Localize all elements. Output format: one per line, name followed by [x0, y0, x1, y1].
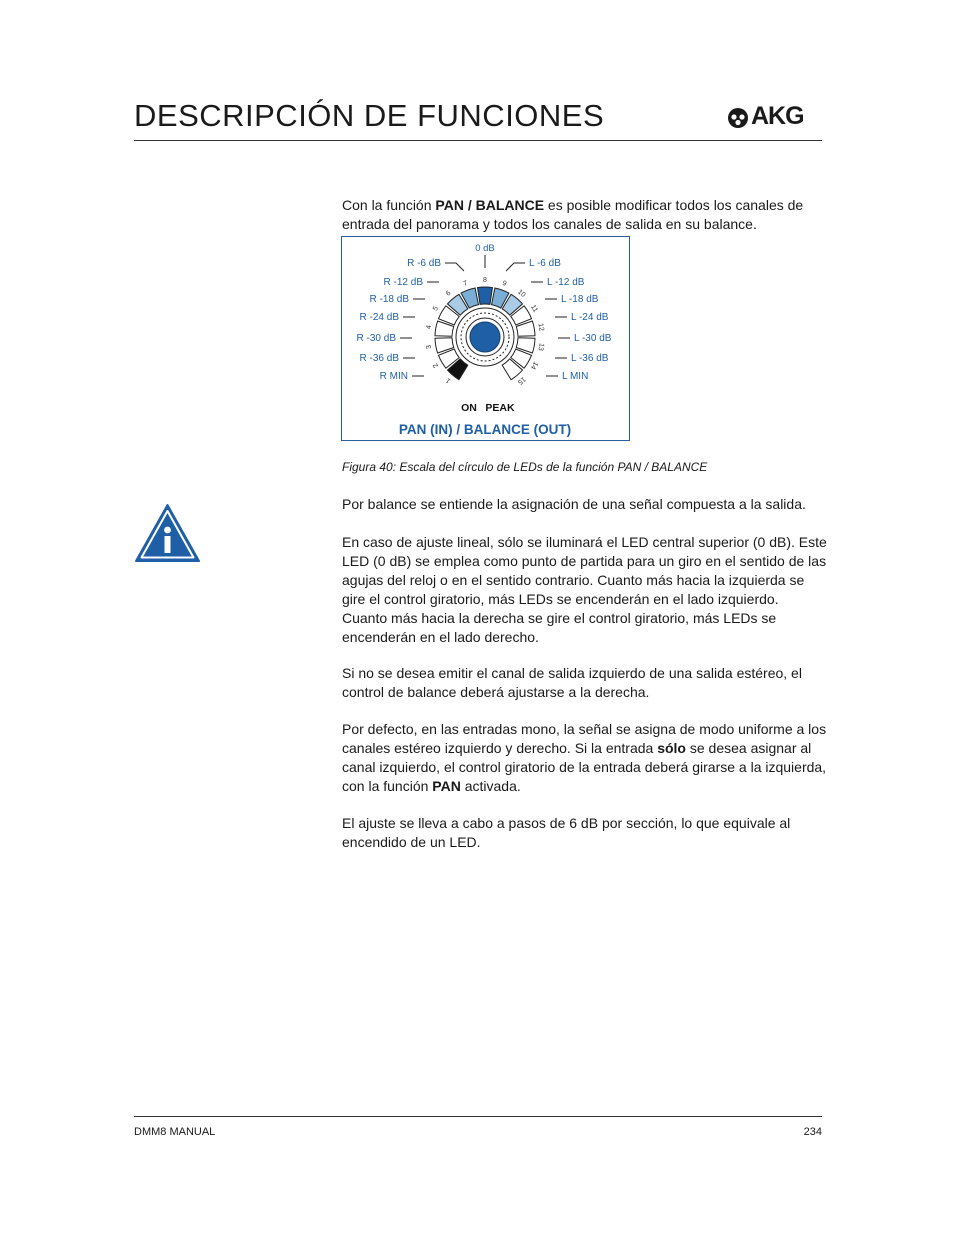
footer-rule	[134, 1116, 822, 1117]
pointer-left-1	[506, 263, 525, 271]
footer-manual-name: DMM8 MANUAL	[134, 1126, 216, 1138]
figure-caption: Figura 40: Escala del círculo de LEDs de la función PAN / BALANCE	[342, 460, 708, 474]
label-left-1: L -6 dB	[529, 258, 561, 269]
label-right-7: R MIN	[379, 371, 408, 382]
akg-logo-icon	[727, 107, 749, 129]
label-0db: 0 dB	[475, 243, 495, 254]
led-number-12: 12	[536, 322, 545, 332]
led-number-7: 7	[462, 279, 469, 288]
led-number-8: 8	[483, 277, 487, 284]
led-number-6: 6	[444, 289, 453, 298]
label-left-2: L -12 dB	[547, 277, 585, 288]
led-number-5: 5	[432, 305, 441, 313]
intro-paragraph: Con la función PAN / BALANCE es posible modificar todos los canales de entrada del panorama y todos los canales de salida en su balance.	[342, 197, 804, 232]
label-left-3: L -18 dB	[561, 294, 599, 305]
paragraph-stereo: Si no se desea emitir el canal de salida izquierdo de una salida estéreo, el control de balance deberá ajustarse a la derecha.	[342, 665, 802, 700]
pan-balance-figure	[341, 236, 630, 441]
label-on: ON	[461, 402, 477, 414]
led-number-10: 10	[516, 288, 527, 299]
led-number-11: 11	[529, 303, 539, 314]
figure-title: PAN (IN) / BALANCE (OUT)	[398, 422, 572, 437]
label-right-5: R -30 dB	[356, 333, 396, 344]
label-left-7: L MIN	[562, 371, 589, 382]
akg-logo-text: AKG	[751, 102, 804, 130]
paragraph-linear: En caso de ajuste lineal, sólo se iluminará el LED central superior (0 dB). Este LED (0 dB) se emplea como punto de partida para un giro en el sentido de las agujas del reloj o en el sentido contrario. Cuanto más hacia la izquierda se gire el control giratorio, más LEDs se encenderán en el lado izquierdo. Cuanto más hacia la derecha se gire el control giratorio, más LEDs se encenderán en el lado derecho.	[342, 534, 827, 645]
led-number-9: 9	[501, 279, 508, 288]
led-number-2: 2	[432, 361, 441, 369]
label-right-3: R -18 dB	[369, 294, 409, 305]
paragraph-mono: Por defecto, en las entradas mono, la señal se asigna de modo uniforme a los canales estéreo izquierdo y derecho. Si la entrada sólo se desea asignar al canal izquierdo, el control giratorio de la entrada deberá girarse a la izquierda, con la función PAN activada.	[342, 721, 827, 794]
footer-page-number: 234	[803, 1126, 822, 1138]
info-warning-icon	[134, 503, 201, 563]
led-number-13: 13	[536, 342, 545, 352]
label-left-5: L -30 dB	[574, 333, 612, 344]
led-ring-diagram	[342, 237, 631, 442]
label-left-4: L -24 dB	[571, 312, 609, 323]
led-number-3: 3	[425, 344, 434, 350]
paragraph-steps: El ajuste se lleva a cabo a pasos de 6 dB por sección, lo que equivale al encendido de un LED.	[342, 815, 791, 850]
led-number-1: 1	[444, 376, 453, 385]
led-segment-8	[478, 287, 493, 304]
paragraph-balance: Por balance se entiende la asignación de una señal compuesta a la salida.	[342, 496, 806, 512]
led-number-14: 14	[528, 360, 539, 371]
pointer-right-1	[445, 263, 464, 271]
header-rule	[134, 140, 822, 141]
led-number-4: 4	[425, 324, 434, 330]
label-left-6: L -36 dB	[571, 353, 609, 364]
knob-center	[470, 322, 500, 352]
label-right-6: R -36 dB	[359, 353, 399, 364]
page-title: DESCRIPCIÓN DE FUNCIONES	[134, 98, 605, 133]
led-number-15: 15	[516, 375, 527, 386]
label-right-2: R -12 dB	[383, 277, 423, 288]
label-right-4: R -24 dB	[359, 312, 399, 323]
akg-logo	[727, 102, 823, 131]
label-right-1: R -6 dB	[407, 258, 441, 269]
label-peak: PEAK	[485, 402, 515, 414]
